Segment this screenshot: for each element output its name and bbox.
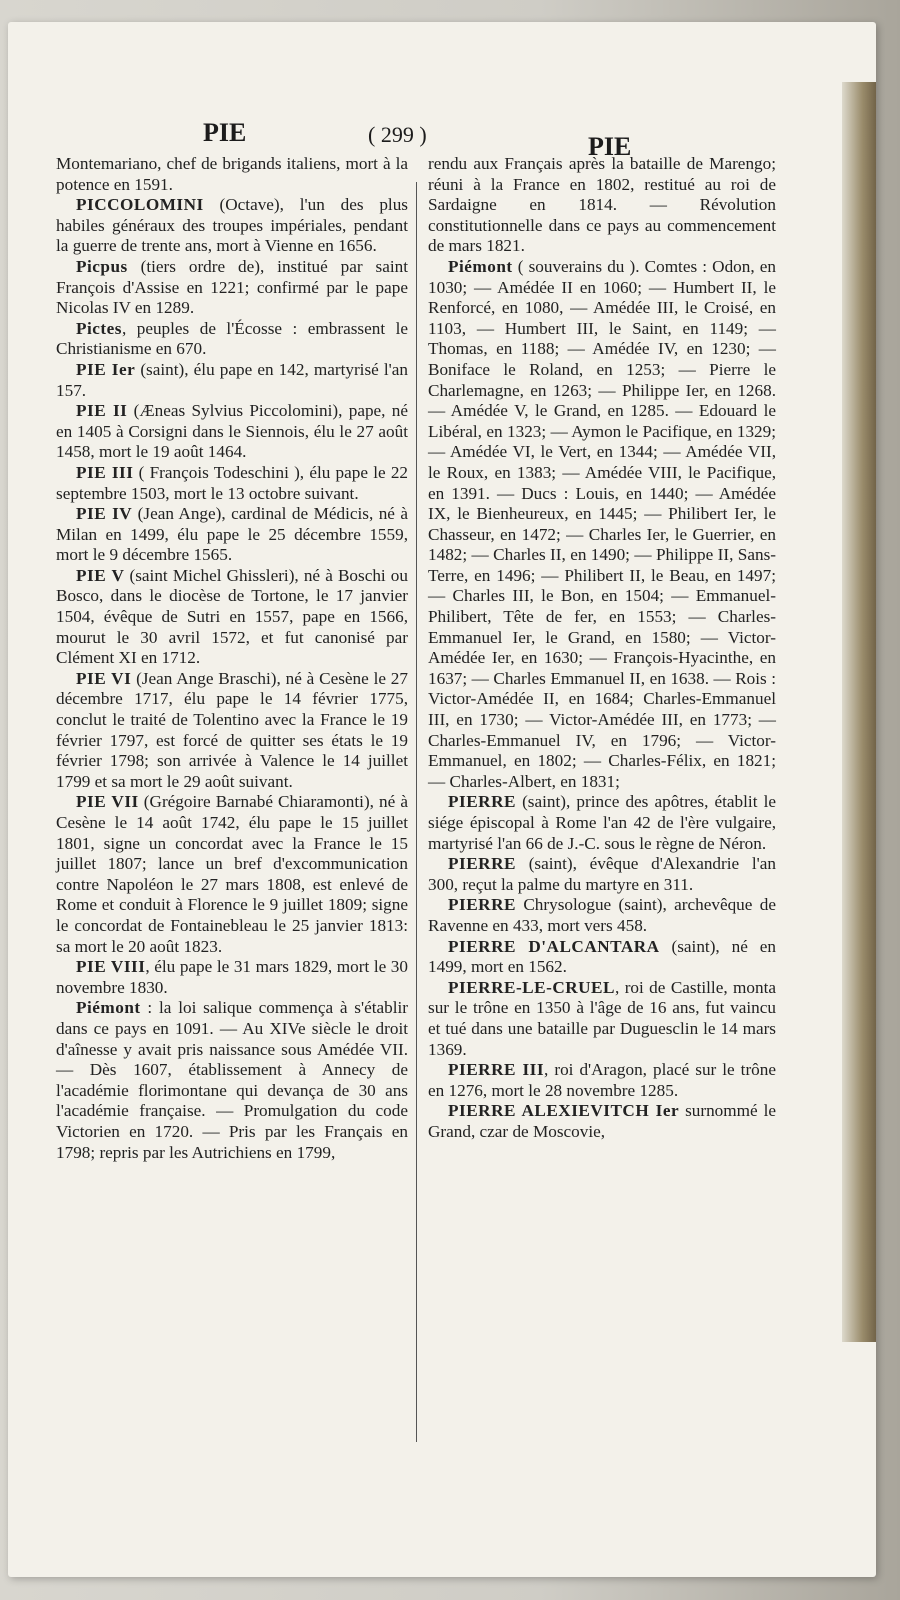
entry-headword: Picpus (76, 256, 128, 276)
entry-text: (saint), évêque d'Alexandrie l'an 300, reçut la palme du martyre en 311. (428, 854, 776, 894)
dictionary-entry (56, 957, 408, 998)
dictionary-entry (56, 154, 408, 195)
entry-headword: PIERRE ALEXIEVITCH Ier (448, 1101, 680, 1121)
dictionary-entry (428, 895, 776, 936)
entry-text: Chrysologue (saint), archevêque de Ravenne en 433, mort vers 458. (428, 895, 776, 935)
entry-text: surnommé le Grand, czar de Moscovie, (428, 1101, 776, 1141)
dictionary-entry (428, 257, 776, 792)
entry-headword: PIERRE III (448, 1060, 545, 1080)
entry-text: (saint Michel Ghissleri), né à Boschi ou Bosco, dans le diocèse de Tortone, le 17 janvier 1504, évêque de Sutri en 1557, pape en 1566, mourut le 30 avril 1572, et fut canonisé par Clément XI en 1712. (56, 565, 408, 668)
dictionary-entry (56, 319, 408, 360)
entry-headword: PIERRE (448, 854, 516, 874)
right-column (428, 154, 776, 1143)
book-spine (842, 82, 876, 1342)
dictionary-entry (428, 1101, 776, 1142)
entry-headword: PIE V (76, 565, 125, 585)
entry-headword: Piémont (448, 256, 513, 276)
dictionary-entry (56, 998, 408, 1163)
entry-headword: PIE VII (76, 792, 139, 812)
entry-headword: Pictes (76, 318, 122, 338)
dictionary-entry (428, 978, 776, 1060)
entry-text: (Octave), l'un des plus habiles généraux des troupes impériales, pendant la guerre de trente ans, mort à Vienne en 1656. (56, 195, 408, 256)
dictionary-entry (56, 566, 408, 669)
entry-headword: PIE II (76, 401, 128, 421)
entry-text: (tiers ordre de), institué par saint François d'Assise en 1221; confirmé par le pape Nicolas IV en 1289. (56, 256, 408, 318)
entry-text: Montemariano, chef de brigands italiens, mort à la potence en 1591. (56, 154, 408, 194)
entry-text: (Jean Ange), cardinal de Médicis, né à Milan en 1499, élu pape le 25 décembre 1559, mort le 9 décembre 1565. (56, 504, 408, 565)
entry-headword: PIE III (76, 462, 134, 482)
entry-text: ( souverains du ). Comtes : Odon, en 1030; — Amédée II en 1060; — Humbert II, le Renforcé, en 1080, — Amédée III, le Croisé, en 1103, — Humbert III, le Saint, en 1149; — Thomas, en 1188; — Amédée IV, en 1230; — Boniface le Roland, en 1253; — Pierre le Charlemagne, en 1263; — Philippe Ier, en 1268. — Amédée V, le Grand, en 1285. — Edouard le Libéral, en 1323; — Aymon le Pacifique, en 1329; — Amédée VI, le Vert, en 1344; — Amédée VII, le Roux, en 1383; — Amédée VIII, le Pacifique, en 1391. — Ducs : Louis, en 1440; — Amédée IX, le Bienheureux, en 1445; — Philibert Ier, le Chasseur, en 1472; — Charles Ier, le Guerrier, en 1482; — Charles II, en 1490; — Philippe II, Sans-Terre, en 1496; — Philibert II, le Beau, en 1497; — Charles III, le Bon, en 1504; — Emmanuel-Philibert, Tête de fer, en 1553; — Charles-Emmanuel Ier, le Grand, en 1580; — Victor-Amédée Ier, en 1630; — François-Hyacinthe, en 1637; — Charles Emmanuel II, en 1638. — Rois : Victor-Amédée II, en 1684; Charles-Emmanuel III, en 1730; — Victor-Amédée III, en 1773; — Charles-Emmanuel IV, en 1796; — Victor-Emmanuel, en 1802; — Charles-Félix, en 1821; — Charles-Albert, en 1831; (428, 256, 776, 791)
entry-text: ( François Todeschini ), élu pape le 22 septembre 1503, mort le 13 octobre suivant. (56, 462, 409, 503)
dictionary-entry (56, 669, 408, 793)
dictionary-entry (428, 154, 776, 257)
entry-text: , roi d'Aragon, placé sur le trône en 1276, mort le 28 novembre 1285. (428, 1060, 777, 1100)
dictionary-entry (428, 937, 776, 978)
entry-headword: PIE VI (76, 668, 132, 688)
dictionary-entry (428, 1060, 776, 1101)
entry-headword: PIERRE (448, 792, 516, 812)
running-head-left: PIE (203, 118, 247, 147)
entry-text: (saint), prince des apôtres, établit le siége épiscopal à Rome l'an 42 de l'ère vulgaire, martyrisé l'an 66 de J.-C. sous le règne de Néron. (428, 792, 776, 853)
dictionary-entry (56, 195, 408, 257)
entry-text: (saint), né en 1499, mort en 1562. (428, 936, 776, 977)
dictionary-entry (56, 504, 408, 566)
entry-text: (Grégoire Barnabé Chiaramonti), né à Cesène le 14 août 1742, élu pape le 15 juillet 1801, signe un concordat avec la France le 15 juillet 1807; lance un bref d'excommunication contre Napoléon le 27 mars 1808, est enlevé de Rome et conduit à Florence le 9 juillet 1809; signe le concordat de Fontainebleau le 25 janvier 1813: sa mort le 20 août 1823. (56, 792, 408, 956)
entry-text: : la loi salique commença à s'établir dans ce pays en 1091. — Au XIVe siècle le droit d'aînesse y avait pris naissance sous Amédée VII. — Dès 1607, établissement à Annecy de l'académie florimontane qui devança de 30 ans l'académie française. — Promulgation du code Victorien en 1720. — Pris par les Français en 1798; repris par les Autrichiens en 1799, (56, 998, 408, 1162)
dictionary-entry (56, 257, 408, 319)
entry-text: (Jean Ange Braschi), né à Cesène le 27 décembre 1717, élu pape le 14 février 1775, conclut le traité de Tolentino avec la France le 19 février 1797, est forcé de quitter ses états le 19 février 1798; son arrivée à Valence le 14 juillet 1799 et sa mort le 29 août suivant. (56, 668, 408, 791)
dictionary-entry (428, 792, 776, 854)
dictionary-entry (56, 463, 408, 504)
book-page (8, 22, 876, 1577)
entry-text: (saint), élu pape en 142, martyrisé l'an 157. (56, 359, 408, 400)
entry-headword: PIERRE (448, 895, 516, 915)
entry-text: rendu aux Français après la bataille de Marengo; réuni à la France en 1802, restitué au roi de Sardaigne en 1814. — Révolution constitutionnelle dans ce pays au commencement de mars 1821. (428, 154, 776, 256)
left-column (56, 154, 408, 1163)
entry-headword: PIE VIII (76, 957, 146, 977)
entry-headword: PIERRE D'ALCANTARA (448, 936, 660, 956)
entry-headword: Piémont (76, 998, 141, 1018)
entry-text: (Æneas Sylvius Piccolomini), pape, né en 1405 à Corsigni dans le Siennois, élu le 27 août 1458, mort le 19 août 1464. (56, 401, 408, 462)
dictionary-entry (428, 854, 776, 895)
entry-headword: PIERRE-LE-CRUEL (448, 977, 615, 997)
running-head-right: PIE (588, 132, 632, 161)
entry-headword: PIE IV (76, 504, 133, 524)
entry-text: , élu pape le 31 mars 1829, mort le 30 novembre 1830. (56, 957, 408, 997)
column-divider (416, 182, 417, 1442)
dictionary-entry (56, 401, 408, 463)
page-number: ( 299 ) (368, 122, 427, 147)
dictionary-entry (56, 792, 408, 957)
entry-text: , roi de Castille, monta sur le trône en 1350 à l'âge de 16 ans, fut vaincu et tué dans une bataille par Duguesclin le 14 mars 1369. (428, 977, 776, 1059)
entry-headword: PIE Ier (76, 359, 136, 379)
entry-headword: PICCOLOMINI (76, 195, 204, 215)
dictionary-entry (56, 360, 408, 401)
page-header (8, 112, 868, 161)
entry-text: , peuples de l'Écosse : embrassent le Christianisme en 670. (56, 318, 408, 359)
